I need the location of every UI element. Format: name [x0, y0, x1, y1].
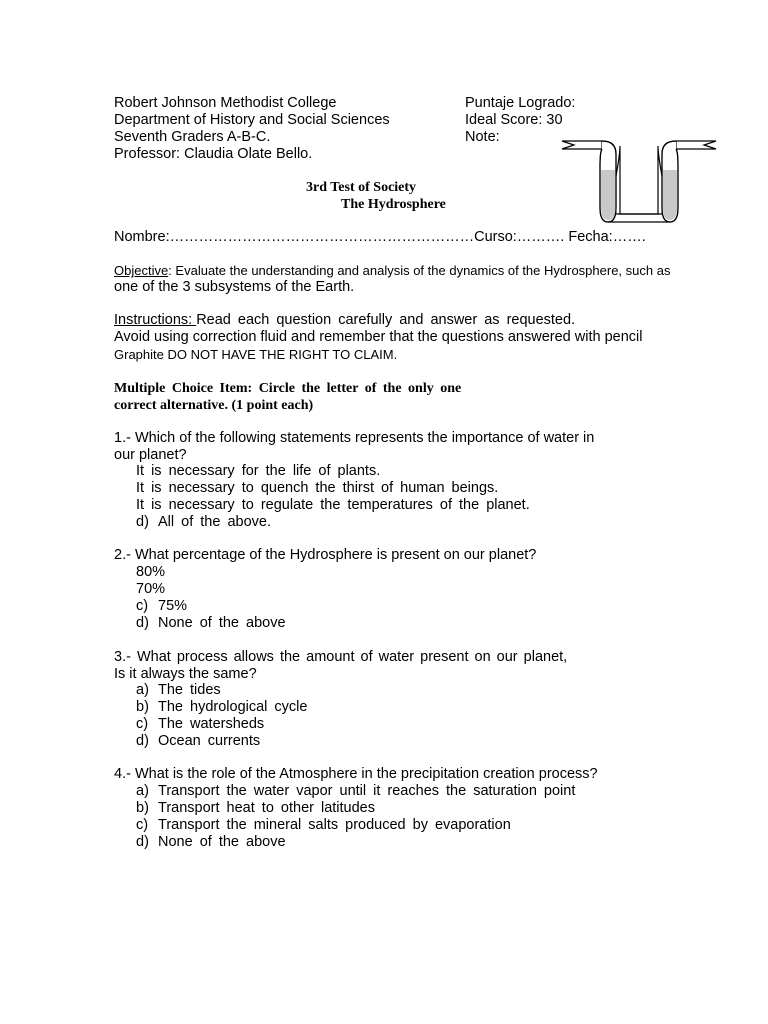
objective-label: Objective: [114, 263, 169, 278]
option-text: It is necessary to quench the thirst of human beings.: [136, 480, 499, 496]
option-text: 80%: [136, 564, 166, 580]
score-scroll-icon: [560, 136, 720, 226]
question-2-text: 2.- What percentage of the Hydrosphere is present on our planet?: [114, 547, 537, 563]
test-subtitle: The Hydrosphere: [341, 197, 446, 212]
option-letter: c): [136, 716, 149, 732]
question-2-option-b[interactable]: [136, 581, 165, 598]
ideal-score-label: Ideal Score: 30: [465, 112, 563, 128]
option-letter: c): [136, 817, 149, 833]
grades-label: Seventh Graders A-B-C.: [114, 129, 271, 145]
option-letter: c): [136, 598, 149, 614]
instructions-line-1: [114, 312, 594, 329]
question-3-text: 3.- What process allows the amount of water present on our planet,: [114, 649, 568, 665]
option-text: The hydrological cycle: [158, 699, 308, 715]
question-3-option-d[interactable]: [136, 733, 260, 750]
question-2-option-a[interactable]: [136, 564, 165, 581]
option-text: Transport the mineral salts produced by evaporation: [158, 817, 511, 833]
instructions-text-2: Avoid using correction fluid and remember that the questions answered with pencil: [114, 329, 643, 345]
option-letter: b): [136, 699, 149, 715]
option-letter: b): [136, 800, 149, 816]
option-letter: a): [136, 783, 149, 799]
question-1-option-b[interactable]: [136, 480, 498, 497]
question-2-option-c[interactable]: [136, 598, 187, 615]
option-text: 75%: [158, 598, 188, 614]
question-4-text: 4.- What is the role of the Atmosphere in the precipitation creation process?: [114, 766, 598, 782]
option-text: It is necessary to regulate the temperatures of the planet.: [136, 497, 530, 513]
professor-label: Professor: Claudia Olate Bello.: [114, 146, 313, 162]
option-text: None of the above: [158, 834, 286, 850]
option-text: Transport heat to other latitudes: [158, 800, 375, 816]
question-1-option-d[interactable]: [136, 514, 271, 531]
question-3-text-cont: Is it always the same?: [114, 666, 257, 682]
option-text: None of the above: [158, 615, 286, 631]
section-heading-1: Multiple Choice Item: Circle the letter of the only one: [114, 381, 462, 396]
question-3-option-c[interactable]: [136, 716, 264, 733]
question-4-option-d[interactable]: [136, 834, 286, 851]
student-info-line: Nombre:………………………………………………………Curso:………. Fecha:…….: [114, 229, 646, 245]
score-achieved-label: Puntaje Logrado:: [465, 95, 576, 111]
question-1-option-c[interactable]: [136, 497, 530, 514]
option-letter: d): [136, 834, 149, 850]
objective-text-1: : Evaluate the understanding and analysis of the dynamics of the Hydrosphere, such as: [168, 263, 671, 278]
option-text: All of the above.: [158, 514, 271, 530]
note-label: Note:: [465, 129, 500, 145]
instructions-text-3: Graphite DO NOT HAVE THE RIGHT TO CLAIM.: [114, 347, 398, 362]
question-3-option-a[interactable]: [136, 682, 221, 699]
question-1-text-cont: our planet?: [114, 447, 187, 463]
question-4-option-b[interactable]: [136, 800, 375, 817]
option-letter: d): [136, 514, 149, 530]
section-heading-2: correct alternative. (1 point each): [114, 398, 314, 413]
option-letter: d): [136, 615, 149, 631]
option-letter: a): [136, 682, 149, 698]
test-title: 3rd Test of Society: [306, 180, 417, 195]
option-letter: d): [136, 733, 149, 749]
question-4-option-c[interactable]: [136, 817, 511, 834]
question-3-option-b[interactable]: [136, 699, 307, 716]
option-text: Ocean currents: [158, 733, 261, 749]
option-text: The watersheds: [158, 716, 265, 732]
objective-text-2: one of the 3 subsystems of the Earth.: [114, 279, 355, 295]
question-2-option-d[interactable]: [136, 615, 286, 632]
instructions-text-1: Read each question carefully and answer as requested.: [196, 312, 576, 328]
school-name: Robert Johnson Methodist College: [114, 95, 337, 111]
objective-line-1: [114, 262, 670, 279]
question-4-option-a[interactable]: [136, 783, 575, 800]
instructions-label: Instructions:: [114, 312, 197, 328]
option-text: It is necessary for the life of plants.: [136, 463, 381, 479]
question-1-text: 1.- Which of the following statements represents the importance of water in: [114, 430, 595, 446]
option-text: Transport the water vapor until it reaches the saturation point: [158, 783, 576, 799]
option-text: 70%: [136, 581, 166, 597]
option-text: The tides: [158, 682, 221, 698]
department-name: Department of History and Social Sciences: [114, 112, 390, 128]
question-1-option-a[interactable]: [136, 463, 380, 480]
